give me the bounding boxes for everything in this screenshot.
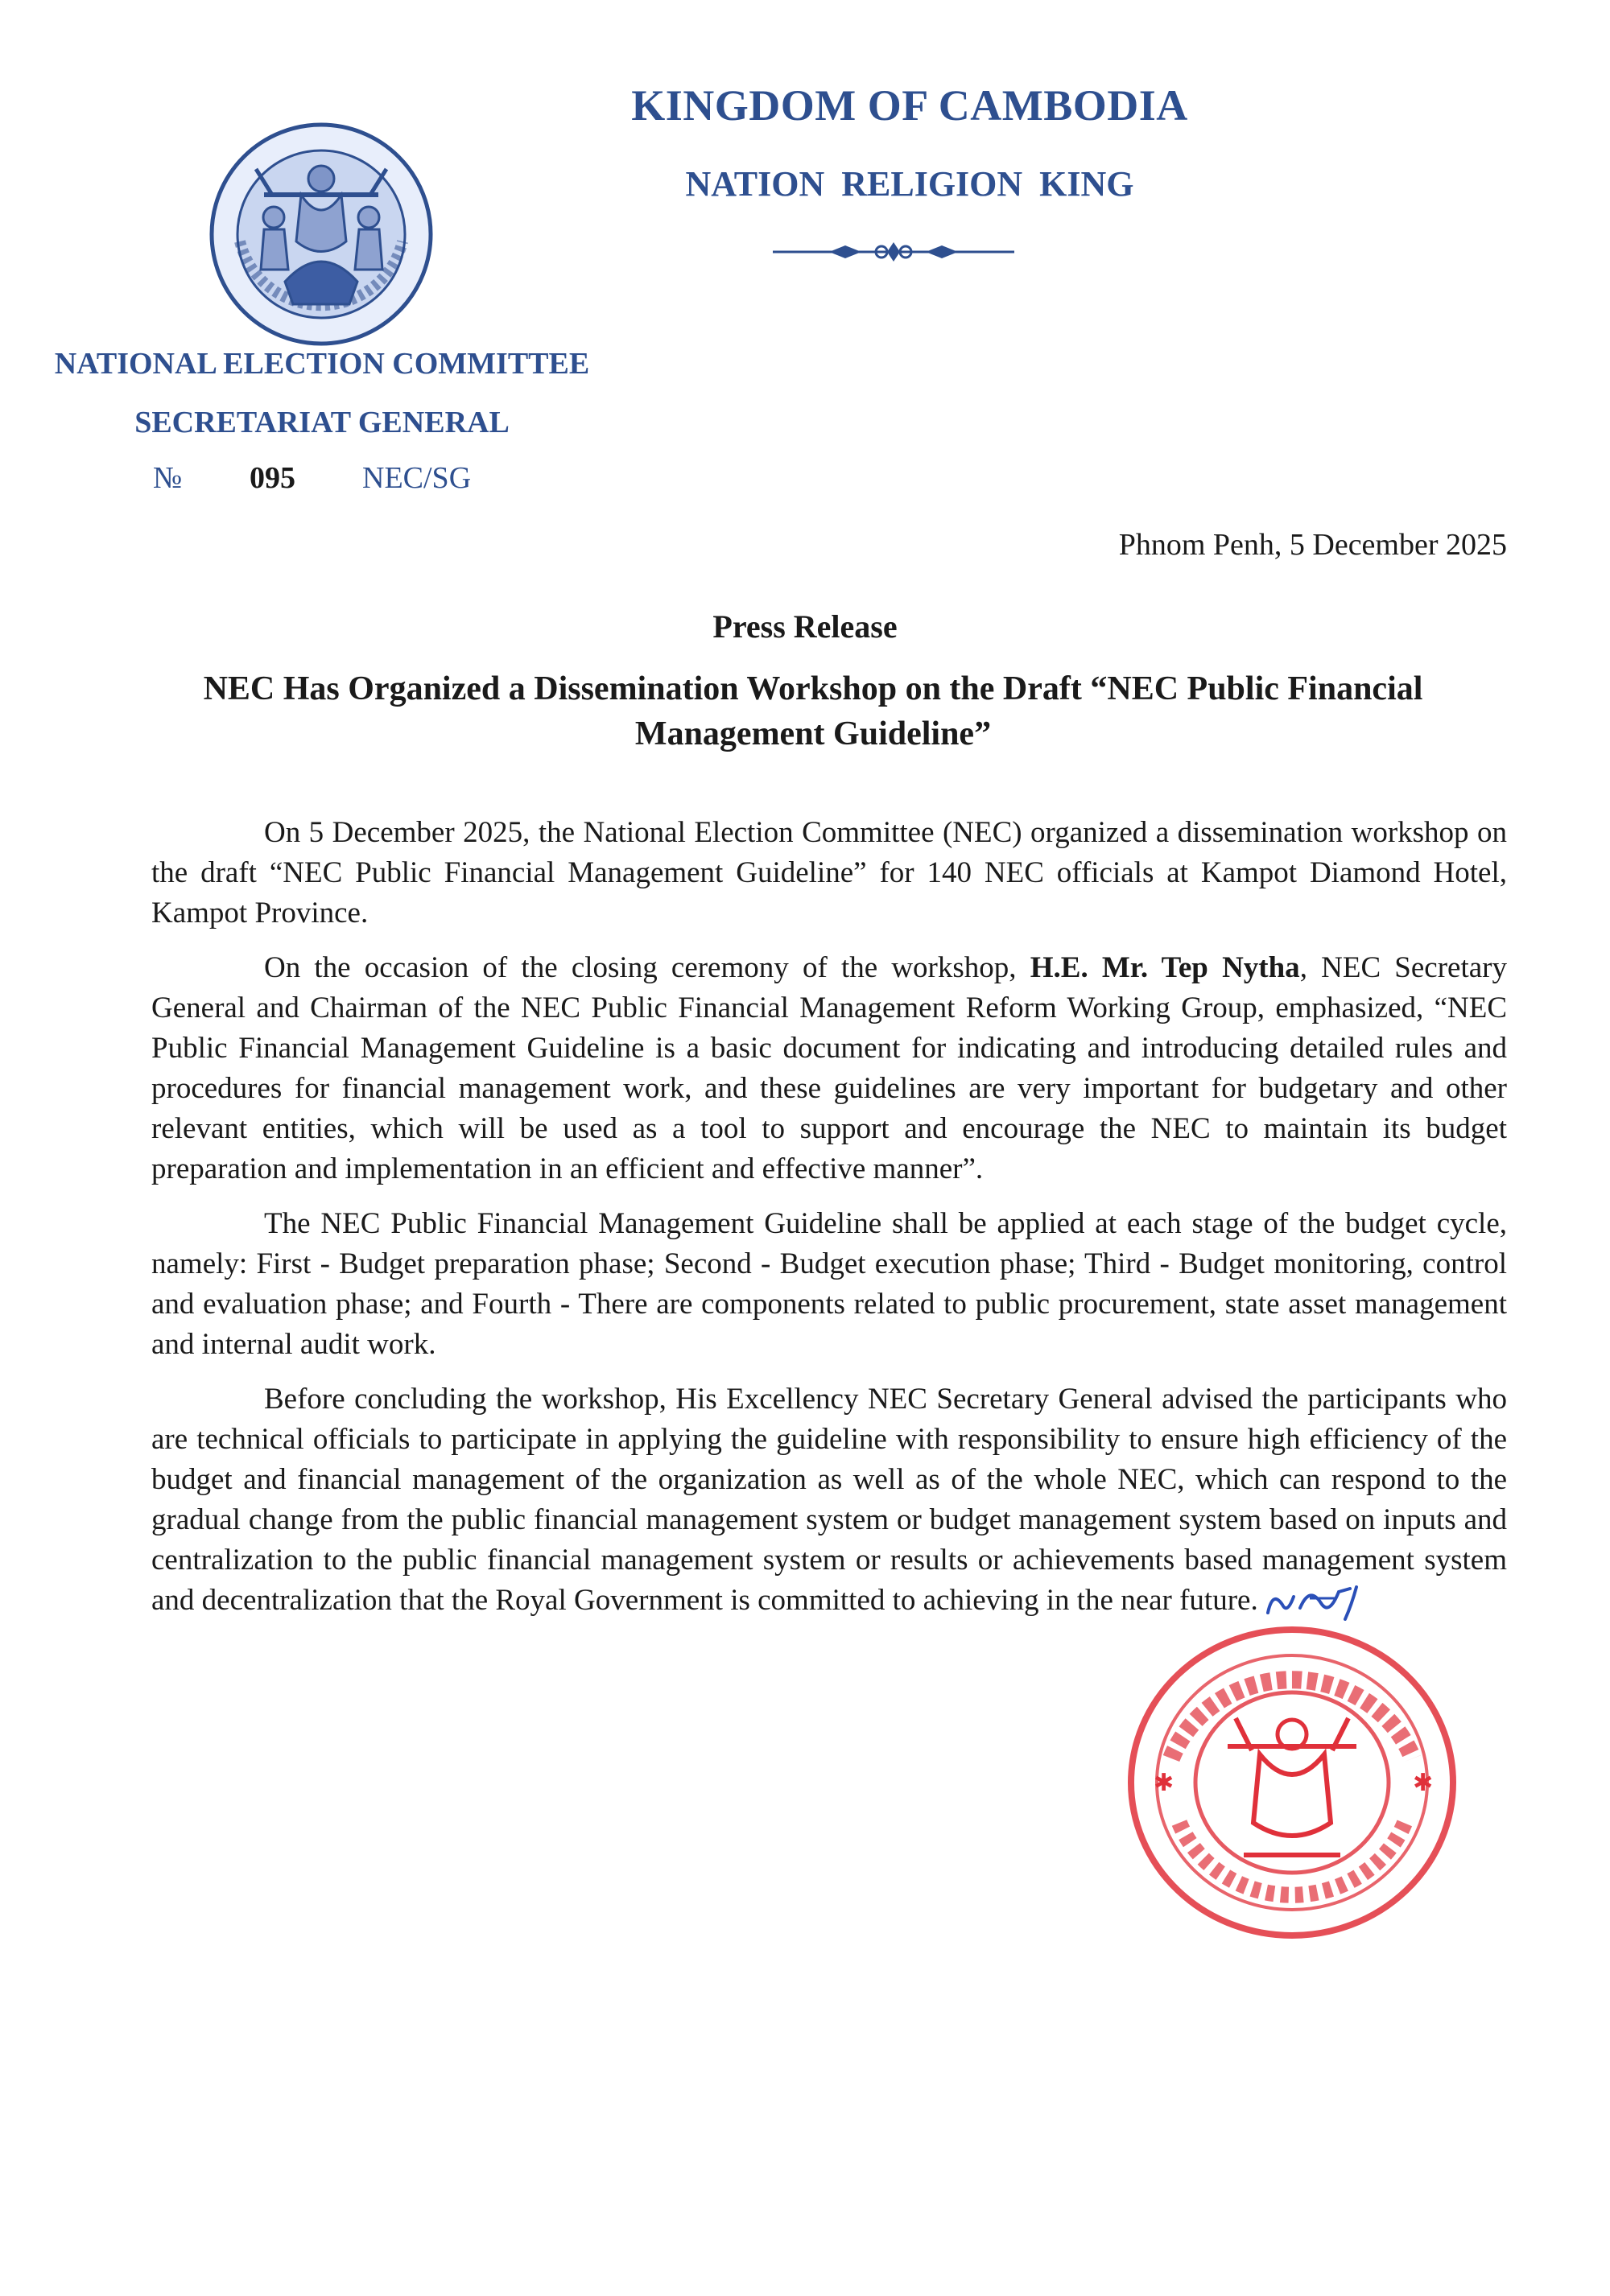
- number-reference: NEC/SG: [362, 461, 472, 495]
- svg-text:✱: ✱: [1154, 1769, 1174, 1797]
- document-type: Press Release: [712, 608, 898, 645]
- press-release-body: [151, 813, 1507, 1635]
- paragraph-4-text: Before concluding the workshop, His Excellency NEC Secretary General advised the participants who are technical officials to participate in applying the guideline with responsibility to ensure high efficiency of the budget and financial management of the organization as well as of the whole NEC, which can respond to the gradual change from the public financial management system or budget management system based on inputs and centralization to the public financial management system or results or achievements based management system and decentralization that the Royal Government is committed to achieving in the near future.: [151, 1383, 1507, 1617]
- institution-name: NATIONAL ELECTION COMMITTEE: [54, 347, 590, 381]
- number-value: 095: [250, 461, 295, 495]
- document-number: [153, 460, 555, 496]
- dateline: Phnom Penh, 5 December 2025: [1118, 528, 1507, 562]
- official-seal-stamp-icon: [1123, 1622, 1461, 1944]
- paragraph-2-lead: On the occasion of the closing ceremony of the workshop,: [264, 951, 1030, 984]
- paragraph-3: The NEC Public Financial Management Guideline shall be applied at each stage of the budget cycle, namely: First - Budget preparation phase; Second - Budget execution phase; Third - Budget monitoring, control and evaluation phase; and Fourth - There are components related to public procurement, state asset management and internal audit work.: [151, 1207, 1507, 1361]
- paragraph-4: [151, 1379, 1507, 1621]
- nec-emblem-logo-icon: [208, 121, 435, 348]
- ornament-divider-icon: [773, 240, 1014, 264]
- national-motto: NATION RELIGION KING: [685, 164, 1134, 204]
- number-sign: №: [153, 461, 183, 495]
- paragraph-1: On 5 December 2025, the National Election Committee (NEC) organized a dissemination workshop on the draft “NEC Public Financial Management Guideline” for 140 NEC officials at Kampot Diamond Hotel, Kampot Province.: [151, 816, 1507, 930]
- svg-text:✱: ✱: [1413, 1769, 1434, 1797]
- speaker-name: H.E. Mr. Tep Nytha: [1030, 951, 1300, 984]
- initials-signature-icon: [1261, 1581, 1382, 1621]
- paragraph-2: [151, 948, 1507, 1189]
- paragraph-2-rest: , NEC Secretary General and Chairman of the NEC Public Financial Management Reform Working Group, emphasized, “NEC Public Financial Management Guideline is a basic document for indicating and introducing detailed rules and procedures for financial management work, and these guidelines are very important for budgetary and other relevant entities, which will be used as a tool to support and encourage the NEC to maintain its budget preparation and implementation in an efficient and effective manner”.: [151, 951, 1507, 1185]
- press-release-headline: NEC Has Organized a Dissemination Workshop on the Draft “NEC Public Financial Management Guideline”: [203, 670, 1423, 752]
- country-heading: KINGDOM OF CAMBODIA: [631, 81, 1188, 130]
- department-name: SECRETARIAT GENERAL: [134, 406, 510, 439]
